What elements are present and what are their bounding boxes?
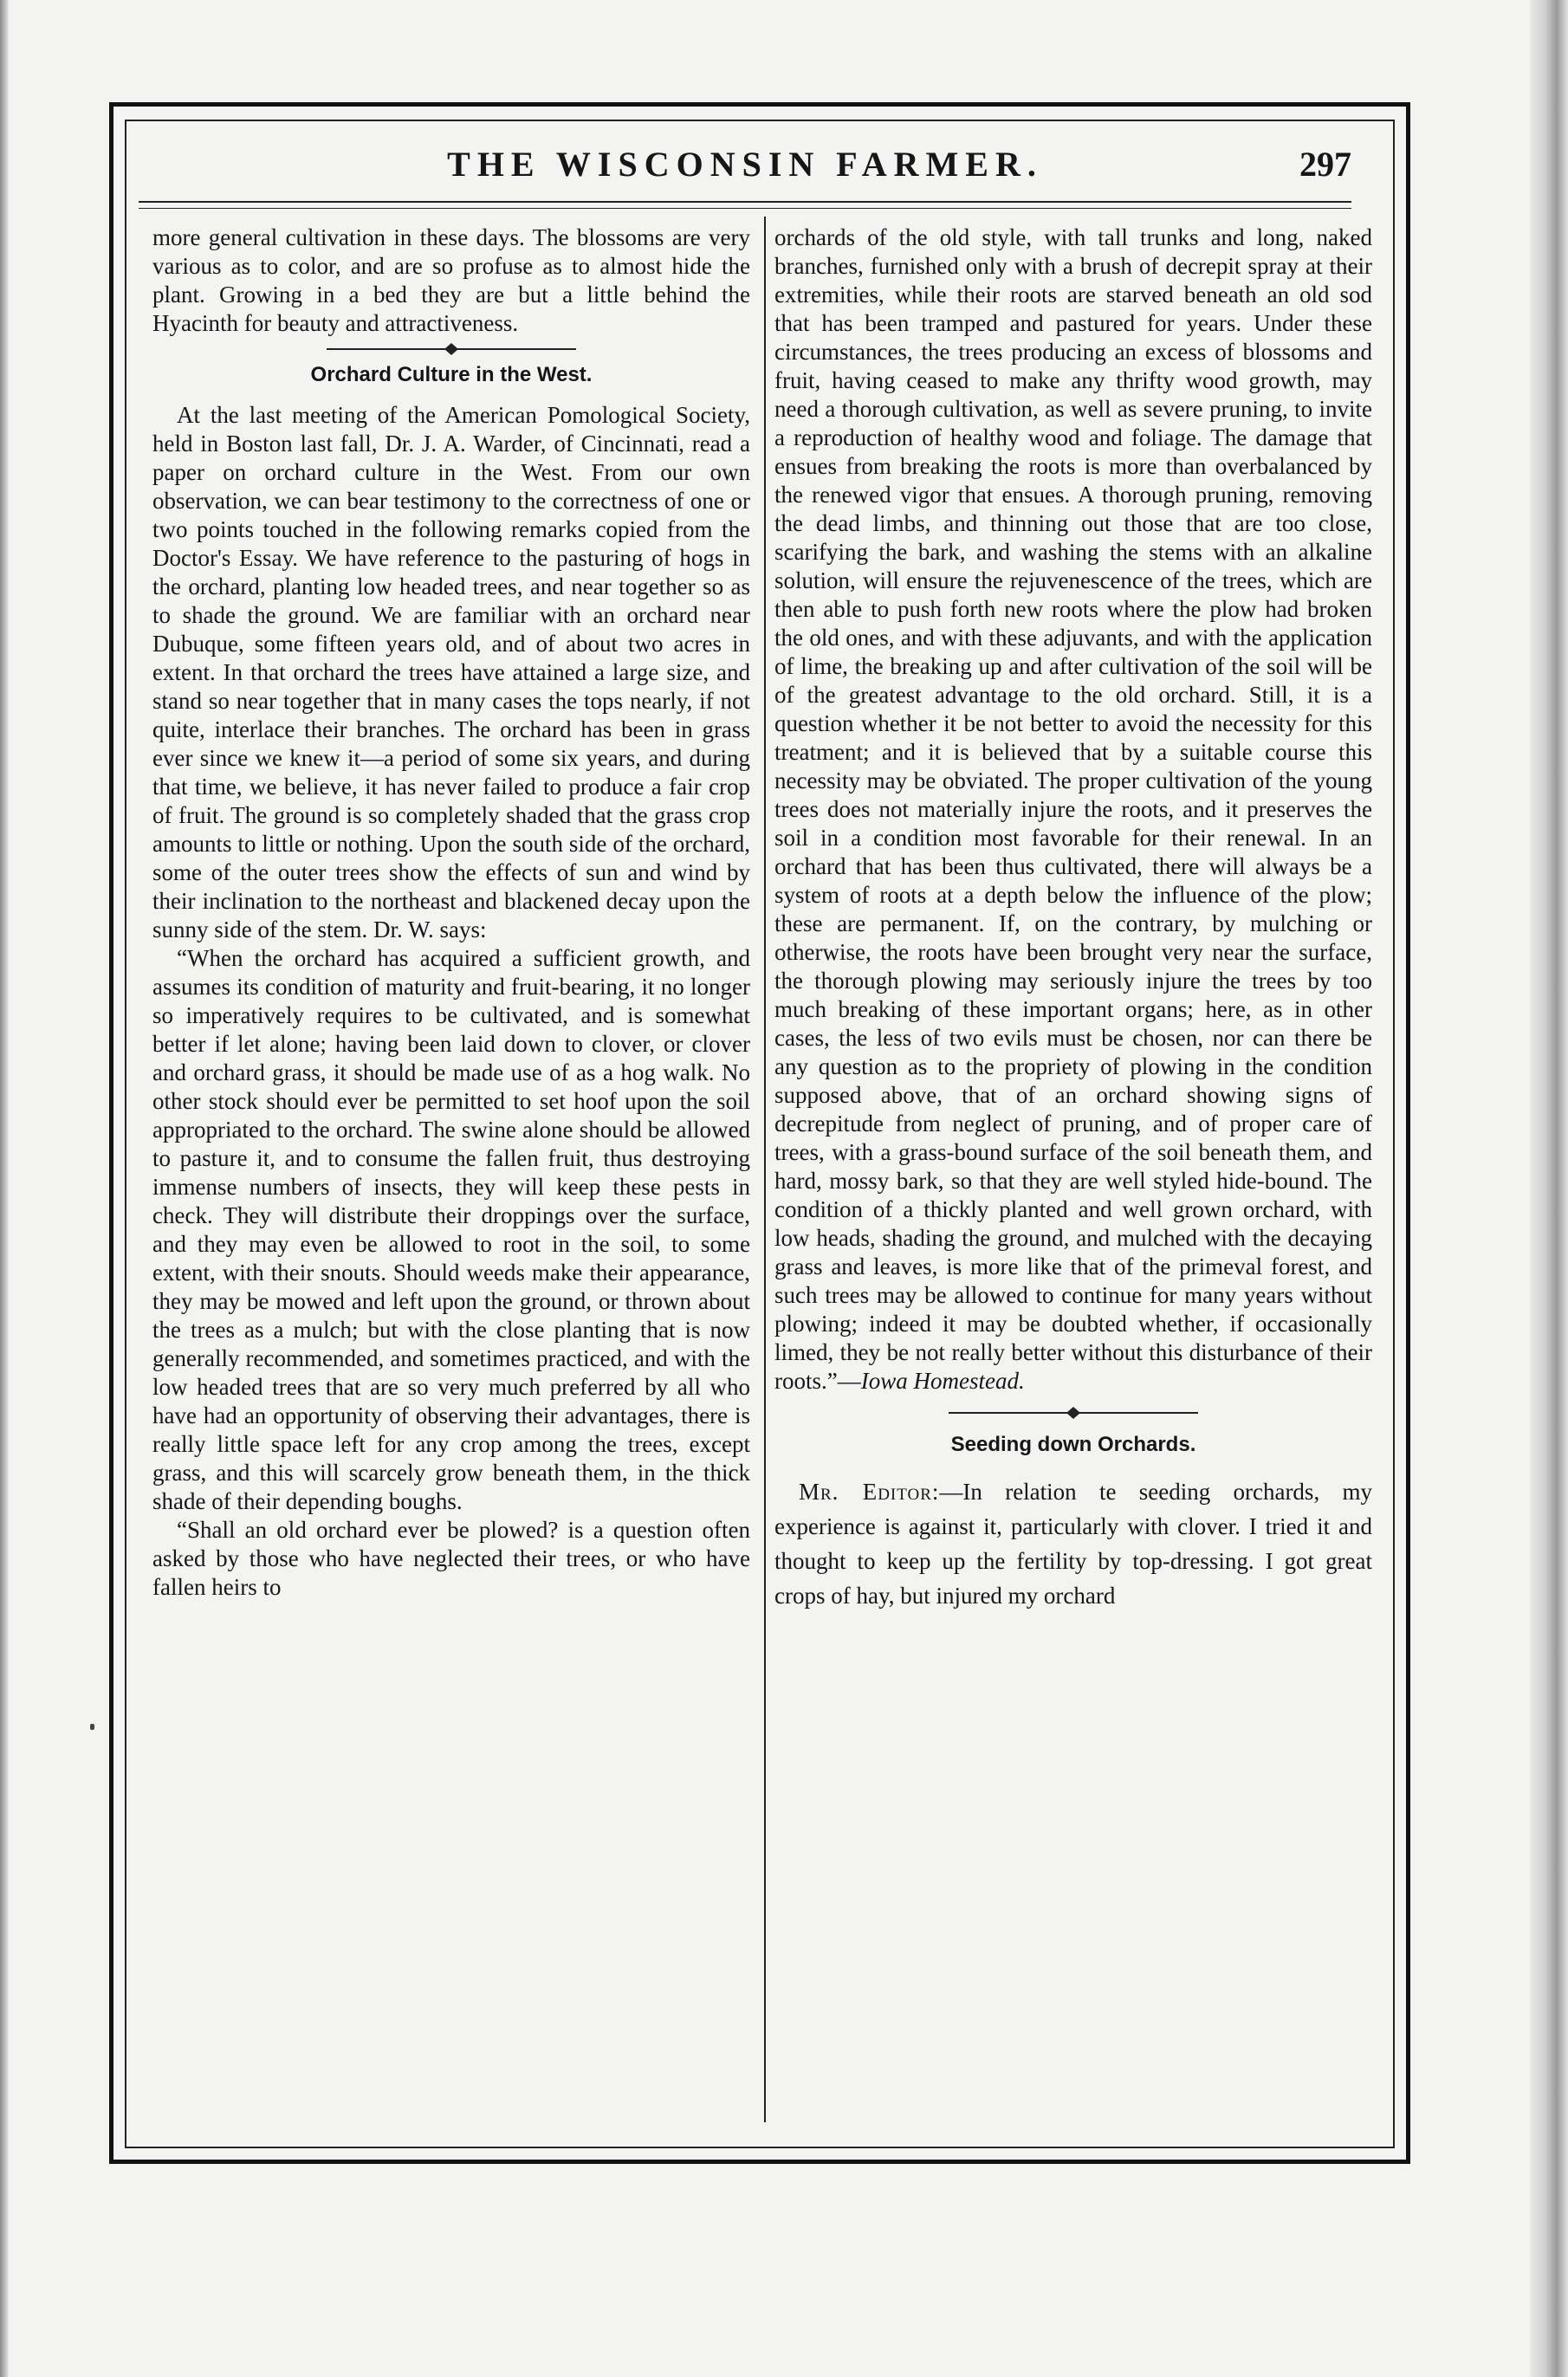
right-column (774, 223, 1372, 1613)
intro-paragraph: more general cultivation in these days. The blossoms are very various as to color, and are so profuse as to almost hide the plant. Growing in a bed they are but a little behind the Hyacinth for beauty and attractiveness. (152, 224, 750, 336)
ink-speck (90, 1724, 94, 1730)
column-divider (764, 217, 766, 2122)
header-rule-thin (139, 208, 1351, 209)
header-rule (139, 201, 1351, 203)
quoted-paragraph: “When the orchard has acquired a sufficient growth, and assumes its condition of maturity and fruit-bearing, it no longer so imperatively requires to be cultivated, and is somewhat better if let alone; having been laid down to clover, or clover and orchard grass, it should be made use of as a hog walk. No other stock should ever be permitted to set hoof upon the soil appropriated to the orchard. The swine alone should be allowed to pasture it, and to consume the fallen fruit, thus destroying immense numbers of insects, they will keep these pests in check. They will distribute their droppings over the surface, and they may even be allowed to root in the soil, to some extent, with their snouts. Should weeds make their appearance, they may be mowed and left upon the ground, or thrown about the trees as a mulch; but with the close planting that is now generally recommended, and sometimes practiced, and with the low headed trees that are so very much preferred by all who have had an opportunity of observing their advantages, there is really little space left for any crop among the trees, except grass, and this will scarcely grow beneath them, in the thick shade of their depending boughs. (152, 945, 750, 1514)
page-left-shadow (0, 0, 9, 2377)
letter-salutation: Mr. Editor: (799, 1479, 940, 1505)
separator-ornament (943, 1396, 1203, 1430)
left-column (152, 223, 750, 1602)
masthead-title: THE WISCONSIN FARMER. (447, 145, 1043, 184)
binding-edge (1530, 0, 1568, 2377)
article-heading-orchard-culture: Orchard Culture in the West. (310, 363, 593, 386)
article-heading-seeding-orchards: Seeding down Orchards. (950, 1433, 1196, 1456)
quoted-paragraph-start: “Shall an old orchard ever be plowed? is a question often asked by those who have neglected their trees, or who have fallen heirs to (152, 1517, 750, 1600)
continued-paragraph (774, 223, 1372, 1396)
letter-text: —In relation te seeding orchards, my experience is against it, particularly with clover. I tried it and thought to keep up the fertility by top-dressing. I got great crops of hay, but injured my orchard (774, 1479, 1372, 1609)
page-header (139, 144, 1351, 196)
separator-ornament (321, 338, 581, 360)
source-citation: Iowa Homestead. (860, 1368, 1025, 1394)
article-paragraph: At the last meeting of the American Pomological Society, held in Boston last fall, Dr. J. A. Warder, of Cincinnati, read a paper on orchard culture in the West. From our own observation, we can bear testimony to the correctness of one or two points touched in the following remarks copied from the Doctor's Essay. We have reference to the pasturing of hogs in the orchard, planting low headed trees, and near together so as to shade the ground. We are familiar with an orchard near Dubuque, some fifteen years old, and of about two acres in extent. In that orchard the trees have attained a large size, and stand so near together that in many cases the tops nearly, if not quite, interlace their branches. The orchard has been in grass ever since we knew it—a period of some six years, and during that time, we believe, it has never failed to produce a fair crop of fruit. The ground is so completely shaded that the grass crop amounts to little or nothing. Upon the south side of the orchard, some of the outer trees show the effects of sun and wind by their inclination to the northeast and blackened decay upon the sunny side of the stem. Dr. W. says: (152, 402, 750, 942)
letter-paragraph (774, 1474, 1372, 1613)
continued-text: orchards of the old style, with tall trunks and long, naked branches, furnished only with a brush of decrepit spray at their extremities, while their roots are starved beneath an old sod that has been tramped and pastured for years. Under these circumstances, the trees producing an excess of blossoms and fruit, having ceased to make any thrifty wood growth, may need a thorough cultivation, as well as severe pruning, to invite a reproduction of healthy wood and foliage. The damage that ensues from breaking the roots is more than overbalanced by the renewed vigor that ensues. A thorough pruning, removing the dead limbs, and thinning out those that are too close, scarifying the bark, and washing the stems with an alkaline solution, will ensure the rejuvenescence of the trees, which are then able to push forth new roots where the plow had broken the old ones, and with these adjuvants, and with the application of lime, the breaking up and after cultivation of the soil will be of the greatest advantage to the old orchard. Still, it is a question whether it be not better to avoid the necessity for this treatment; and it is believed that by a suitable course this necessity may be obviated. The proper cultivation of the young trees does not materially injure the roots, and it preserves the soil in a condition most favorable for their renewal. In an orchard that has been thus cultivated, there will always be a system of roots at a depth below the influence of the plow; these are permanent. If, on the contrary, by mulching or otherwise, the roots have been brought very near the surface, the thorough plowing may seriously injure the trees by too much breaking of these important organs; here, as in other cases, the less of two evils must be chosen, nor can there be any question as to the propriety of plowing in the condition supposed above, that of an orchard showing signs of decrepitude from neglect of pruning, and of proper care of trees, with a grass-bound surface of the soil beneath them, and hard, mossy bark, so that they are well styled hide-bound. The condition of a thickly planted and well grown orchard, with low heads, shading the ground, and mulched with the decaying grass and leaves, is more like that of the primeval forest, and such trees may be allowed to continue for many years without plowing; indeed it may be doubted whether, if occasionally limed, they be not really better without this disturbance of their roots.”— (774, 224, 1372, 1394)
page-number: 297 (1299, 145, 1351, 184)
